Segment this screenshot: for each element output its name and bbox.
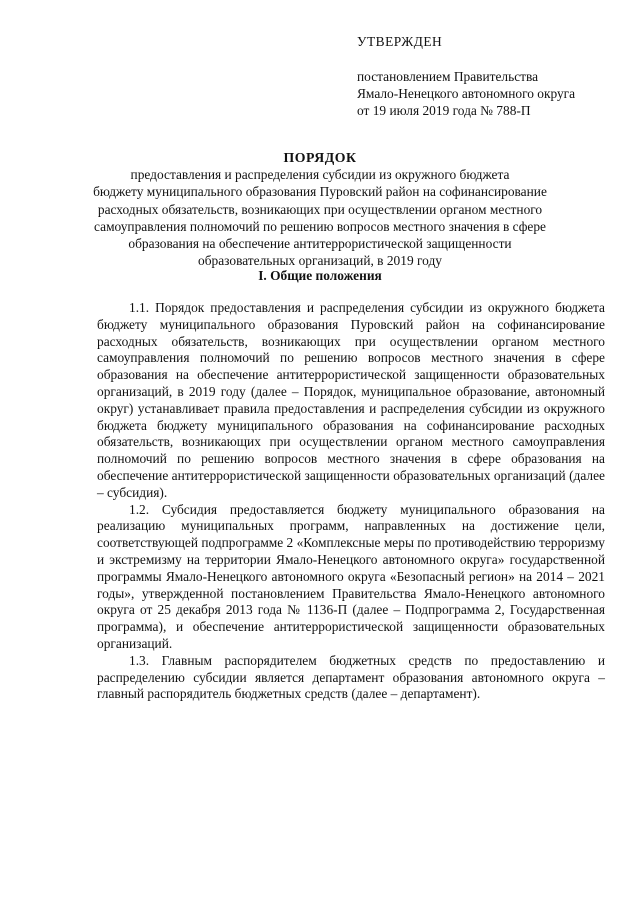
approved-label: УТВЕРЖДЕН — [357, 34, 443, 49]
subtitle-line: образования на обеспечение антитеррористической защищенности — [128, 236, 512, 252]
subtitle-line: расходных обязательств, возникающих при осуществлении органом местного — [97, 201, 543, 217]
paragraph: 1.2. Субсидия предоставляется бюджету муниципального образования на реализацию муниципальных программ, направленных на достижение цели, соответствующей подпрограмме 2 «Комплексные меры по противодействию терроризму и экстремизму на территории Ямало-Ненецкого автономного округа» государственной программы Ямало-Ненецкого автономного округа «Безопасный регион» на 2014 – 2021 годы», утвержденной постановлением Правительства Ямало-Ненецкого автономного округа от 25 декабря 2013 года № 1136-П (далее – Подпрограмма 2, Государственная программа), и обеспечение антитеррористической защищенности образовательных организаций. — [97, 501, 606, 651]
subtitle-line: бюджету муниципального образования Пуровский район на софинансирование — [93, 184, 547, 200]
approval-line: постановлением Правительства — [357, 69, 539, 84]
document-subtitle — [80, 166, 560, 270]
section-heading: I. Общие положения — [258, 268, 382, 283]
paragraph: 1.3. Главным распорядителем бюджетных средств по предоставлению и распределению субсидии является департамент образования автономного округа – главный распорядитель бюджетных средств (далее – департамент). — [97, 652, 605, 702]
document-body — [97, 300, 605, 703]
approval-line: от 19 июля 2019 года № 788-П — [357, 103, 531, 118]
subtitle-line: образовательных организаций, в 2019 году — [198, 253, 442, 269]
paragraph: 1.1. Порядок предоставления и распределения субсидии из окружного бюджета бюджету муниципального образования Пуровский район на софинансирование расходных обязательств, возникающих при осуществлении органом местного самоуправления полномочий по решению вопросов местного значения в сфере образования на обеспечение антитеррористической защищенности образовательных организаций, в 2019 году (далее – Порядок, муниципальное образование, автономный округ) устанавливает правила предоставления и распределения субсидии из окружного бюджета бюджету муниципального образования на софинансирование расходных обязательств, возникающих при осуществлении органом местного самоуправления полномочий по решению вопросов местного значения в сфере образования на обеспечение антитеррористической защищенности образовательных организаций (далее – субсидия). — [97, 300, 605, 500]
subtitle-line: предоставления и распределения субсидии из окружного бюджета — [130, 167, 510, 182]
subtitle-line: самоуправления полномочий по решению вопросов местного значения в сфере — [94, 218, 546, 234]
approval-stamp — [357, 33, 627, 119]
approval-line: Ямало-Ненецкого автономного округа — [357, 86, 576, 101]
document-title: ПОРЯДОК — [283, 150, 357, 165]
